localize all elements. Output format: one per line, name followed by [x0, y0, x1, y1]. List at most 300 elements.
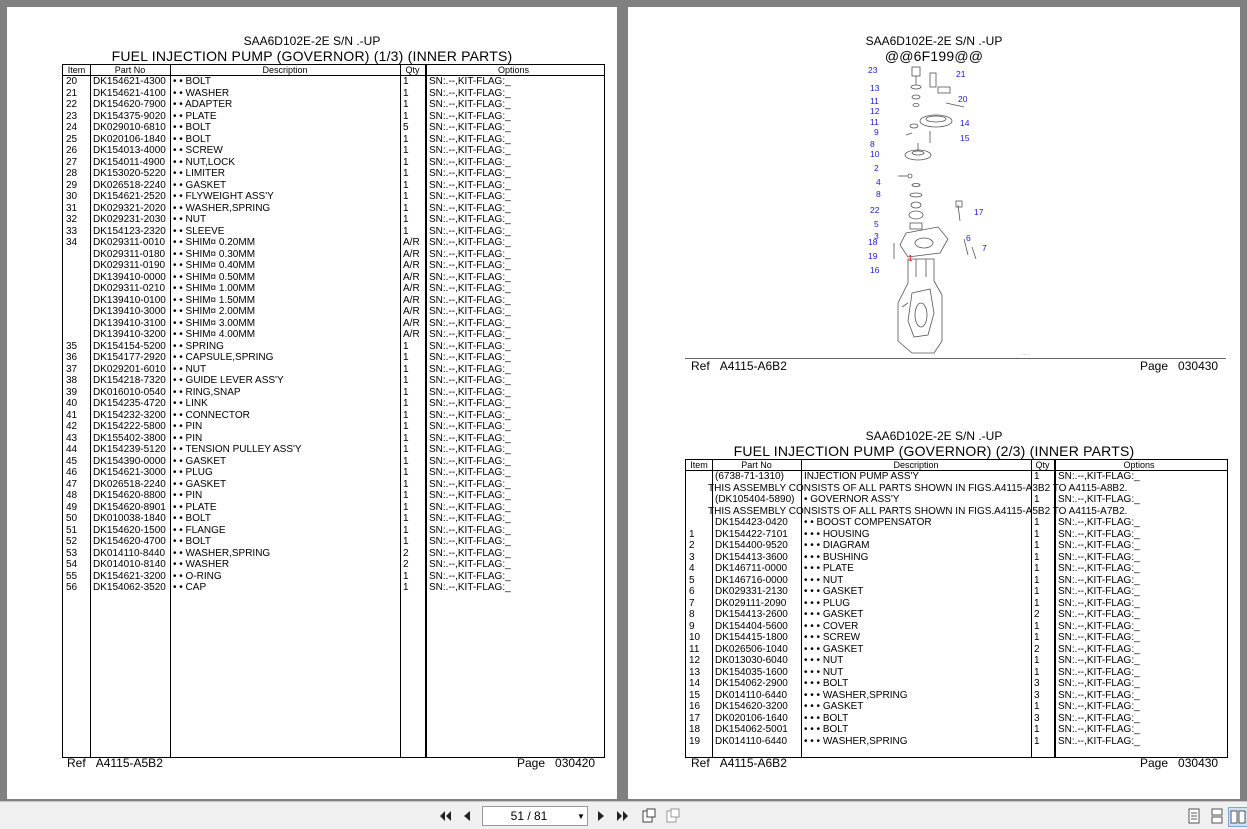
cell-description: • GOVERNOR ASS'Y [804, 494, 900, 505]
col-opt-header: Options [497, 65, 530, 75]
cell-item [63, 272, 90, 284]
cell-item: 23 [66, 110, 78, 122]
cell-part-no: DK154422-7101 [715, 528, 788, 540]
two-page-view-icon[interactable] [1228, 807, 1247, 827]
col-part-header: Part No [741, 460, 772, 470]
cell-description: • • WASHER,SPRING [173, 547, 271, 559]
cell-part-no: DK029321-2020 [93, 202, 166, 214]
cell-part-no: DK154239-5120 [93, 444, 166, 455]
cell-qty: A/R [403, 283, 420, 294]
cell-item: 30 [66, 191, 78, 202]
ref-label: Ref A4115-A5B2 [67, 756, 163, 770]
cell-options: SN:.--,KIT-FLAG:_ [1058, 632, 1140, 643]
cell-qty: 1 [403, 421, 409, 432]
cell-options: SN:.--,KIT-FLAG:_ [429, 202, 511, 214]
table-row [63, 76, 604, 88]
table-row [63, 479, 604, 491]
cell-part-no: DK029311-0190 [93, 260, 166, 271]
cell-options: SN:.--,KIT-FLAG:_ [1058, 643, 1140, 655]
cell-part-no: DK154621-2520 [93, 191, 166, 202]
cell-part-no: DK026506-1040 [715, 643, 788, 655]
cell-options: SN:.--,KIT-FLAG:_ [1058, 655, 1140, 666]
cell-qty: 2 [403, 547, 409, 559]
cell-description: • • GASKET [173, 455, 227, 467]
cell-options: SN:.--,KIT-FLAG:_ [429, 501, 511, 513]
cell-item: 46 [66, 467, 78, 478]
cell-qty: 1 [403, 340, 409, 352]
cell-description: • • LIMITER [173, 168, 226, 179]
table-row [63, 249, 604, 261]
cell-part-no: DK029311-0180 [93, 248, 166, 260]
cell-item [63, 295, 90, 307]
cell-qty: A/R [403, 271, 420, 283]
cell-part-no: DK014110-8440 [93, 547, 166, 559]
cell-qty: 1 [403, 145, 409, 156]
cell-item: 49 [66, 501, 78, 513]
cell-description: • • PLUG [173, 467, 213, 478]
cell-options: SN:.--,KIT-FLAG:_ [429, 582, 511, 593]
cell-part-no: DK154218-7320 [93, 375, 166, 386]
callout-20: 20 [958, 94, 968, 104]
cell-options: SN:.--,KIT-FLAG:_ [1058, 735, 1140, 747]
cell-qty: 1 [403, 501, 409, 513]
chevron-down-icon[interactable]: ▼ [577, 811, 585, 821]
cell-description: • • BOLT [173, 122, 211, 133]
cell-qty: 1 [1034, 540, 1040, 551]
cell-qty: 1 [1034, 528, 1040, 540]
cell-part-no: DK139410-3100 [93, 317, 166, 329]
table-row [686, 632, 1227, 644]
table-row [63, 329, 604, 341]
table-row [63, 433, 604, 445]
cell-part-no: DK154620-8800 [93, 490, 166, 501]
cell-qty: 1 [403, 524, 409, 536]
first-page-icon[interactable] [436, 807, 454, 825]
cell-description: • • RING,SNAP [173, 386, 241, 398]
cell-part-no: DK154177-2920 [93, 352, 166, 363]
cell-item: 1 [689, 528, 695, 540]
table-row [63, 490, 604, 502]
ref-code: A4115-A6B2 [719, 756, 787, 770]
cell-description: • • • NUT [804, 666, 844, 678]
cell-item: 5 [689, 574, 695, 586]
table-row [686, 655, 1227, 667]
cell-options: SN:.--,KIT-FLAG:_ [429, 547, 511, 559]
continuous-view-icon[interactable] [1208, 807, 1226, 825]
callout-13: 13 [870, 83, 880, 93]
cell-description: • • • BOLT [804, 678, 849, 689]
cell-item: 53 [66, 547, 78, 559]
cell-qty: 1 [1034, 735, 1040, 747]
cell-qty: 1 [403, 490, 409, 501]
cell-qty: 1 [403, 570, 409, 582]
table-body-2 [686, 471, 1227, 747]
cell-item: 55 [66, 570, 78, 582]
cell-part-no: DK016010-0540 [93, 386, 166, 398]
cell-qty: 1 [403, 513, 409, 524]
table-row [63, 421, 604, 433]
cell-qty: 1 [1034, 655, 1040, 666]
col-desc-header: Description [262, 65, 308, 75]
callout-15: 15 [960, 133, 970, 143]
cell-options: SN:.--,KIT-FLAG:_ [1058, 528, 1140, 540]
table-row [63, 548, 604, 560]
page-indicator: 51 / 81 [510, 809, 548, 823]
cell-item: 15 [689, 689, 701, 701]
cell-description: • • BOLT [173, 513, 211, 524]
cell-item: 12 [689, 655, 701, 666]
col-item-header: Item [690, 460, 708, 470]
cell-description: • • • SCREW [804, 632, 861, 643]
cell-part-no: DK154035-1600 [715, 666, 788, 678]
table-row [686, 678, 1227, 690]
cell-part-no: DK154123-2320 [93, 225, 166, 237]
cell-options: SN:.--,KIT-FLAG:_ [429, 352, 511, 363]
cell-description: • • PIN [173, 490, 203, 501]
cell-description: • • CAP [173, 582, 207, 593]
single-page-view-icon[interactable] [1185, 807, 1203, 825]
cell-description: • • NUT,LOCK [173, 156, 236, 168]
table-row [63, 559, 604, 571]
cell-item [63, 283, 90, 295]
table-row [63, 502, 604, 514]
cell-description: • • • NUT [804, 574, 844, 586]
cell-part-no: DK154423-0420 [715, 517, 788, 528]
cell-description: • • SHIM¤ 1.50MM [173, 294, 256, 306]
cell-qty: 2 [1034, 609, 1040, 620]
callout-18: 18 [868, 237, 878, 247]
cell-options: SN:.--,KIT-FLAG:_ [429, 340, 511, 352]
cell-part-no: DK154620-4700 [93, 536, 166, 547]
cell-qty: 1 [403, 375, 409, 386]
table-row [686, 552, 1227, 564]
cell-part-no: (DK105404-5890) [715, 494, 795, 505]
table-row [63, 387, 604, 399]
cell-item: 36 [66, 352, 78, 363]
page-number: Page 030430 [1140, 756, 1219, 770]
cell-options: SN:.--,KIT-FLAG:_ [429, 524, 511, 536]
cell-options: SN:.--,KIT-FLAG:_ [429, 329, 511, 340]
table-row [63, 582, 604, 594]
cell-options: SN:.--,KIT-FLAG:_ [1058, 678, 1140, 689]
cell-qty: 1 [403, 191, 409, 202]
cell-qty: 1 [1034, 666, 1040, 678]
cell-qty: 1 [403, 99, 409, 110]
cell-description: • • CAPSULE,SPRING [173, 352, 274, 363]
cell-options: SN:.--,KIT-FLAG:_ [429, 168, 511, 179]
cell-description: • • PIN [173, 432, 203, 444]
cell-item: 33 [66, 225, 78, 237]
cell-description: • • ADAPTER [173, 99, 233, 110]
right-page [628, 7, 1240, 799]
cell-description: • • • BOLT [804, 724, 849, 735]
cell-description: • • • NUT [804, 655, 844, 666]
cell-qty: 1 [403, 582, 409, 593]
table-row [63, 295, 604, 307]
cell-part-no: DK155402-3800 [93, 432, 166, 444]
table-row [63, 226, 604, 238]
cell-item: 38 [66, 375, 78, 386]
cell-description: • • SHIM¤ 0.40MM [173, 260, 256, 271]
cell-item: 18 [689, 724, 701, 735]
cell-qty: 5 [403, 122, 409, 133]
cell-qty: 1 [1034, 701, 1040, 712]
cell-qty: A/R [403, 248, 420, 260]
cell-description: • • WASHER [173, 559, 230, 570]
cell-part-no: DK146716-0000 [715, 574, 788, 586]
fit-page-icon[interactable] [640, 807, 658, 825]
cell-part-no: DK146711-0000 [715, 563, 788, 574]
cell-description: • • • HOUSING [804, 528, 870, 540]
cell-description: • • GASKET [173, 478, 227, 490]
cell-item: 13 [689, 666, 701, 678]
model-header: SAA6D102E-2E S/N .-UP [243, 34, 381, 48]
cell-description: • • GUIDE LEVER ASS'Y [173, 375, 284, 386]
cell-item: 52 [66, 536, 78, 547]
cell-description: • • SHIM¤ 1.00MM [173, 283, 256, 294]
cell-item: 9 [689, 620, 695, 632]
cell-part-no: DK154011-4900 [93, 156, 166, 168]
cell-options: SN:.--,KIT-FLAG:_ [429, 179, 511, 191]
cell-description: • • • GASKET [804, 586, 864, 597]
table-row [63, 398, 604, 410]
cell-description: • • SCREW [173, 145, 223, 156]
model-header: SAA6D102E-2E S/N .-UP [865, 34, 1003, 48]
cell-item: 34 [66, 237, 78, 248]
cell-qty: 1 [403, 214, 409, 225]
table-row [63, 272, 604, 284]
table-row [63, 122, 604, 134]
cell-item: 42 [66, 421, 78, 432]
cell-qty: 1 [1034, 620, 1040, 632]
cell-qty: A/R [403, 317, 420, 329]
cell-item: 41 [66, 409, 78, 421]
cell-qty: A/R [403, 294, 420, 306]
cell-options: SN:.--,KIT-FLAG:_ [1058, 586, 1140, 597]
cell-options: SN:.--,KIT-FLAG:_ [429, 191, 511, 202]
cell-part-no: DK014010-8140 [93, 559, 166, 570]
cell-qty: 1 [403, 87, 409, 99]
cell-part-no: DK154413-2600 [715, 609, 788, 620]
cell-options: SN:.--,KIT-FLAG:_ [429, 559, 511, 570]
cell-item: 19 [689, 735, 701, 747]
cell-qty: 1 [403, 352, 409, 363]
table-row [686, 644, 1227, 656]
cell-options: SN:.--,KIT-FLAG:_ [429, 133, 511, 145]
assembly-note: THIS ASSEMBLY CONSISTS OF ALL PARTS SHOWN IN FIGS.A4115-A5B2 TO A4115-A7B2. [708, 505, 1128, 517]
callout-3: 3 [874, 231, 879, 241]
cell-qty: 3 [1034, 689, 1040, 701]
cell-part-no: DK029311-0010 [93, 237, 166, 248]
cell-item: 51 [66, 524, 78, 536]
last-page-icon[interactable] [614, 807, 632, 825]
cell-part-no: DK154400-9520 [715, 540, 788, 551]
callout-5: 5 [874, 219, 879, 229]
cell-item: 20 [66, 76, 78, 87]
table-row [63, 180, 604, 192]
cell-description: • • CONNECTOR [173, 409, 250, 421]
cell-part-no: DK154621-3000 [93, 467, 166, 478]
cell-description: • • GASKET [173, 179, 227, 191]
cell-description: • • SHIM¤ 4.00MM [173, 329, 256, 340]
cell-options: SN:.--,KIT-FLAG:_ [1058, 724, 1140, 735]
cell-options: SN:.--,KIT-FLAG:_ [1058, 563, 1140, 574]
cell-qty: 1 [403, 225, 409, 237]
cell-description: • • • GASKET [804, 609, 864, 620]
callout-21: 21 [956, 69, 966, 79]
cell-item [63, 306, 90, 318]
cell-item: 37 [66, 363, 78, 375]
table-header [63, 65, 604, 76]
col-desc-header: Description [893, 460, 939, 470]
cell-options: SN:.--,KIT-FLAG:_ [429, 306, 511, 317]
table-header-2 [686, 460, 1227, 471]
cell-options: SN:.--,KIT-FLAG:_ [429, 570, 511, 582]
cell-qty: 1 [403, 179, 409, 191]
cell-options: SN:.--,KIT-FLAG:_ [429, 110, 511, 122]
cell-options: SN:.--,KIT-FLAG:_ [429, 536, 511, 547]
cell-part-no: DK154235-4720 [93, 398, 166, 409]
col-part-header: Part No [114, 65, 146, 75]
cell-qty: 1 [403, 110, 409, 122]
table-row [63, 536, 604, 548]
callout-14: 14 [960, 118, 970, 128]
cell-options: SN:.--,KIT-FLAG:_ [1058, 494, 1140, 505]
cell-item: 40 [66, 398, 78, 409]
cell-options: SN:.--,KIT-FLAG:_ [1058, 517, 1140, 528]
cell-qty: 1 [403, 386, 409, 398]
cell-options: SN:.--,KIT-FLAG:_ [429, 237, 511, 248]
table-row [686, 471, 1227, 483]
cell-item: 16 [689, 701, 701, 712]
callout-6: 6 [966, 233, 971, 243]
diagram-code: ······· [1021, 352, 1031, 357]
table-row [63, 111, 604, 123]
cell-part-no: DK154413-3600 [715, 551, 788, 563]
cell-description: • • PLATE [173, 110, 217, 122]
table-row [63, 191, 604, 203]
cell-part-no: DK154062-3520 [93, 582, 166, 593]
table-row [63, 444, 604, 456]
cell-options: SN:.--,KIT-FLAG:_ [429, 260, 511, 271]
cell-item: 54 [66, 559, 78, 570]
cell-part-no: DK020106-1640 [715, 712, 788, 724]
cell-options: SN:.--,KIT-FLAG:_ [429, 87, 511, 99]
cell-options: SN:.--,KIT-FLAG:_ [429, 421, 511, 432]
cell-options: SN:.--,KIT-FLAG:_ [1058, 551, 1140, 563]
cell-options: SN:.--,KIT-FLAG:_ [429, 122, 511, 133]
cell-options: SN:.--,KIT-FLAG:_ [429, 432, 511, 444]
cell-qty: 1 [403, 76, 409, 87]
cell-item: 43 [66, 432, 78, 444]
cell-part-no: DK139410-0100 [93, 294, 166, 306]
cell-qty: 1 [403, 536, 409, 547]
cell-part-no: DK029111-2090 [715, 597, 787, 609]
cell-options: SN:.--,KIT-FLAG:_ [1058, 666, 1140, 678]
cell-part-no: DK026518-2240 [93, 179, 166, 191]
page-number: Page 030420 [517, 756, 596, 770]
cell-description: • • • WASHER,SPRING [804, 735, 908, 747]
cell-item: 6 [689, 586, 695, 597]
cell-qty: 1 [403, 444, 409, 455]
col-qty-header: Qty [405, 65, 420, 75]
cell-description: • • SHIM¤ 3.00MM [173, 317, 256, 329]
cell-description: • • TENSION PULLEY ASS'Y [173, 444, 302, 455]
cell-item: 44 [66, 444, 78, 455]
cell-part-no: DK014110-6440 [715, 735, 788, 747]
cell-description: • • • BOLT [804, 712, 849, 724]
table-row [63, 525, 604, 537]
cell-item: 7 [689, 597, 695, 609]
cell-options: SN:.--,KIT-FLAG:_ [1058, 471, 1140, 482]
cell-part-no: DK154232-3200 [93, 409, 166, 421]
table-row [686, 724, 1227, 736]
table-row [686, 575, 1227, 587]
cell-part-no: DK154222-5800 [93, 421, 166, 432]
callout-9: 9 [874, 127, 879, 137]
cell-part-no: DK020106-1840 [93, 133, 166, 145]
previous-page-icon[interactable] [458, 807, 476, 825]
callout-8: 8 [876, 189, 881, 199]
cell-options: SN:.--,KIT-FLAG:_ [429, 294, 511, 306]
table-row [63, 99, 604, 111]
cell-qty: 3 [1034, 712, 1040, 724]
cell-part-no: DK154375-9020 [93, 110, 166, 122]
cell-options: SN:.--,KIT-FLAG:_ [429, 76, 511, 87]
table-body [63, 76, 604, 594]
cell-options: SN:.--,KIT-FLAG:_ [429, 271, 511, 283]
cell-qty: 1 [403, 478, 409, 490]
callout-4: 4 [876, 177, 881, 187]
cell-description: • • • PLUG [804, 597, 851, 609]
cell-part-no: DK154621-4300 [93, 76, 166, 87]
fit-width-icon[interactable] [664, 807, 682, 825]
cell-item: 2 [689, 540, 695, 551]
cell-item: 21 [66, 87, 78, 99]
cell-options: SN:.--,KIT-FLAG:_ [429, 248, 511, 260]
cell-options: SN:.--,KIT-FLAG:_ [429, 467, 511, 478]
cell-item [686, 471, 712, 483]
callout-22: 22 [870, 205, 880, 215]
table-row [686, 609, 1227, 621]
table-row [63, 571, 604, 583]
table-row [63, 341, 604, 353]
cell-description: • • • GASKET [804, 643, 864, 655]
cell-qty: 1 [403, 398, 409, 409]
cell-qty: 1 [1034, 551, 1040, 563]
cell-options: SN:.--,KIT-FLAG:_ [429, 283, 511, 294]
cell-part-no: DK154620-8901 [93, 501, 166, 513]
next-page-icon[interactable] [592, 807, 610, 825]
page-number-select[interactable] [482, 806, 588, 826]
assembly-note: THIS ASSEMBLY CONSISTS OF ALL PARTS SHOWN IN FIGS.A4115-A3B2 TO A4115-A8B2. [708, 482, 1128, 494]
cell-part-no: DK154390-0000 [93, 455, 166, 467]
cell-item: 25 [66, 133, 78, 145]
cell-description: • • LINK [173, 398, 208, 409]
cell-item: 26 [66, 145, 78, 156]
table-row [63, 134, 604, 146]
cell-options: SN:.--,KIT-FLAG:_ [429, 386, 511, 398]
cell-options: SN:.--,KIT-FLAG:_ [429, 214, 511, 225]
cell-qty: A/R [403, 260, 420, 271]
table-row [686, 690, 1227, 702]
parts-table [62, 64, 605, 758]
cell-part-no: DK154154-5200 [93, 340, 166, 352]
cell-description: • • • BUSHING [804, 551, 869, 563]
cell-description: • • BOLT [173, 76, 211, 87]
callout-17: 17 [974, 207, 984, 217]
cell-description: INJECTION PUMP ASS'Y [804, 471, 920, 482]
